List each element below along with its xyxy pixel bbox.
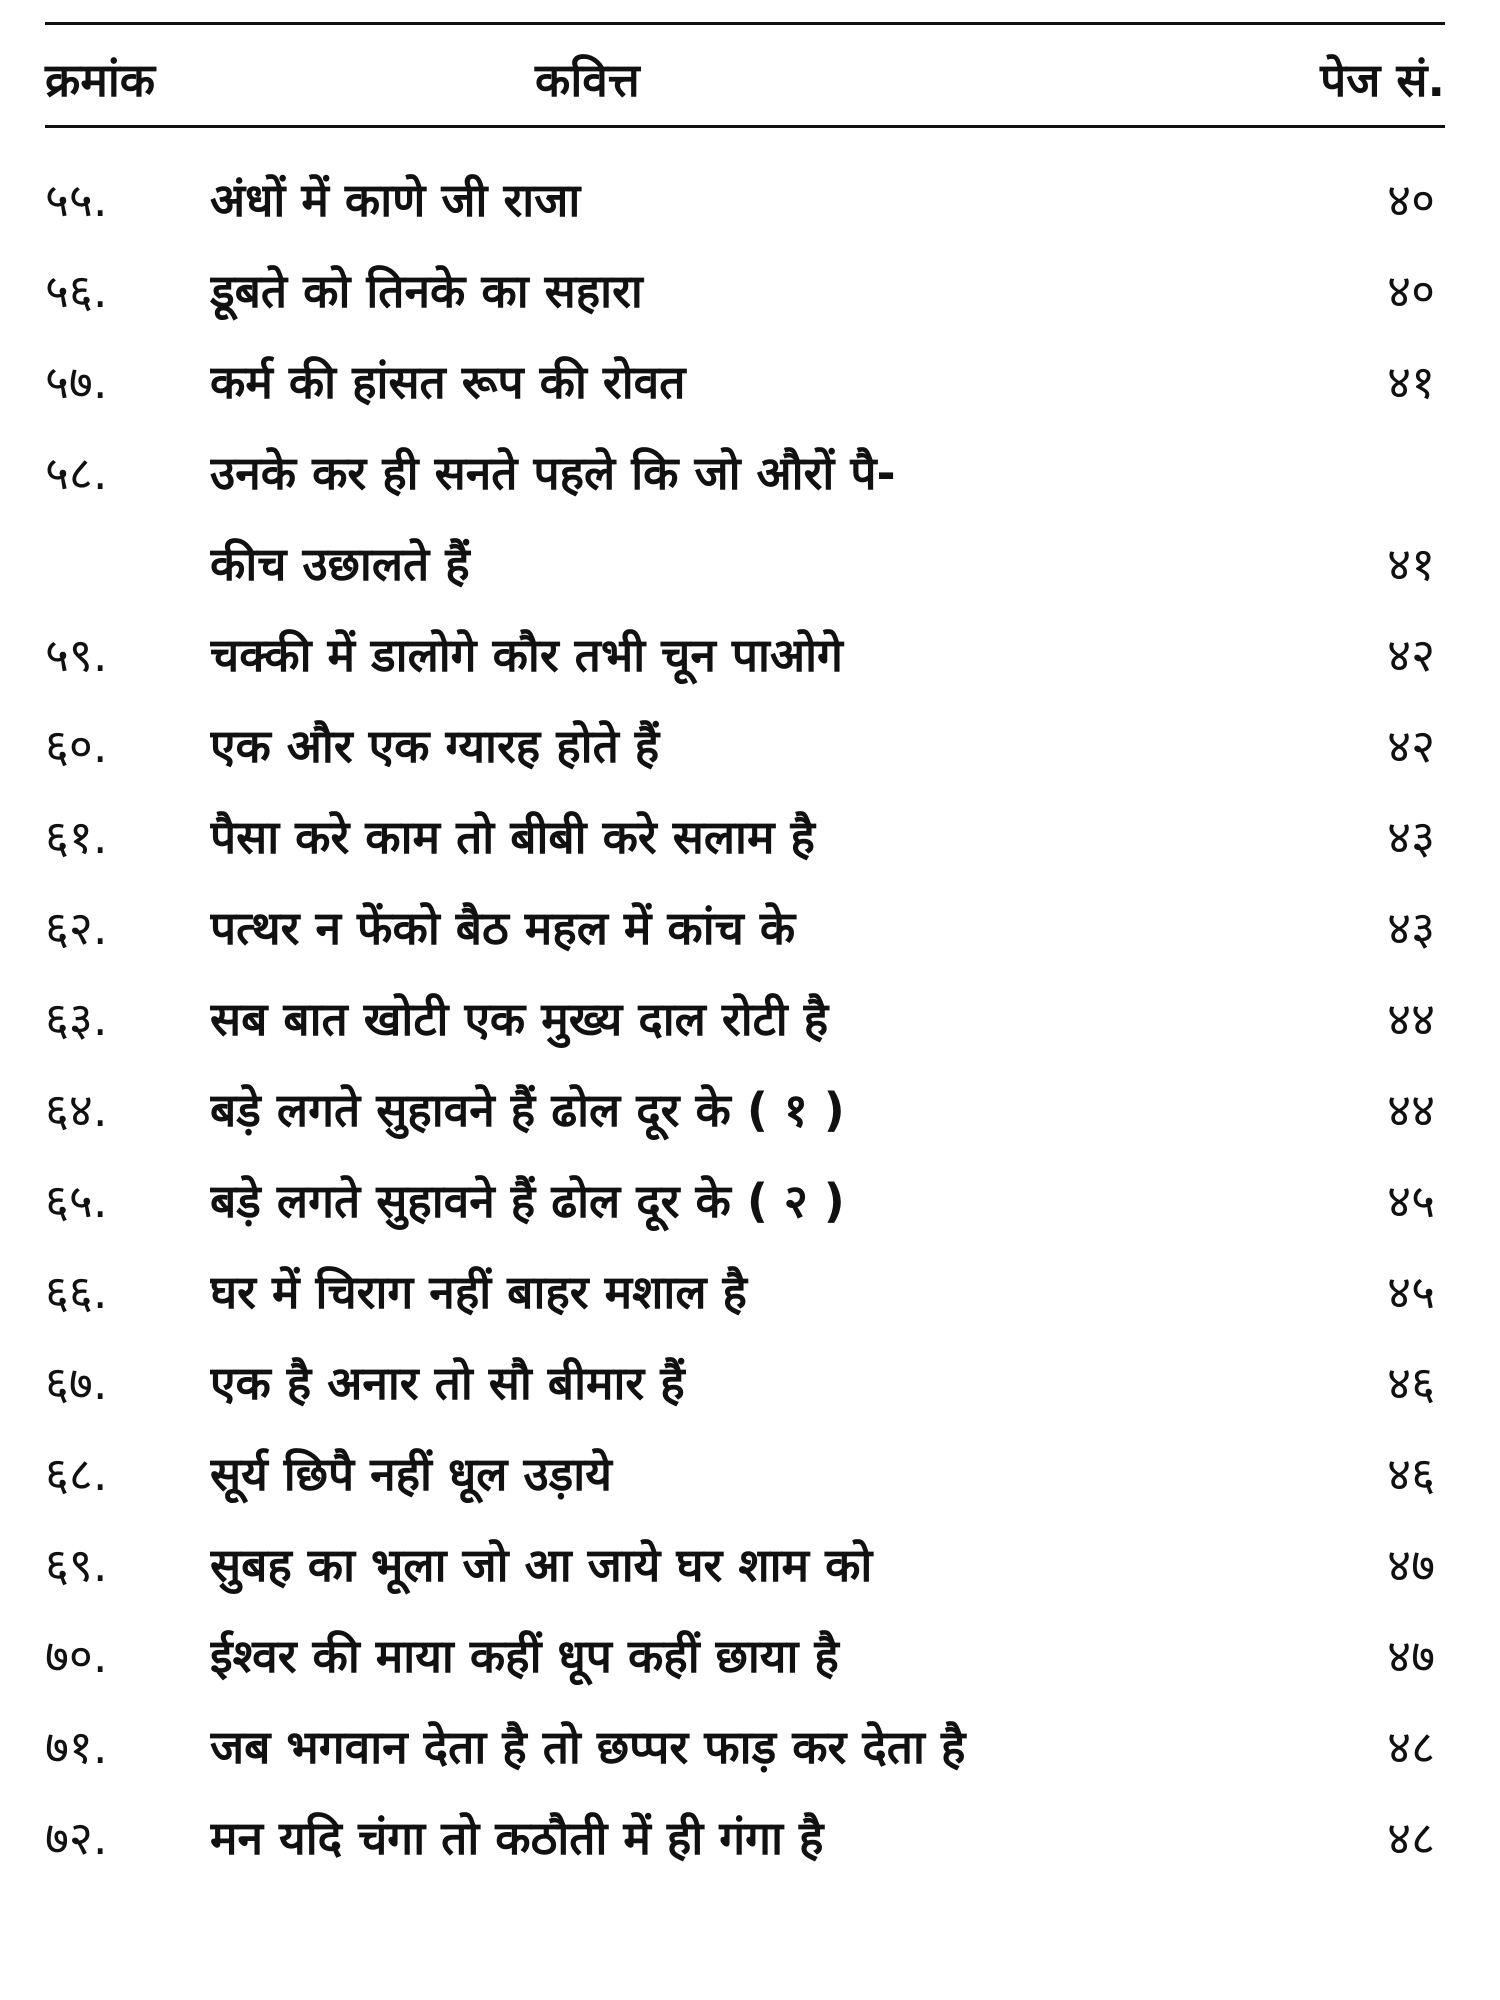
- entry-page-number: ४६: [1387, 1447, 1435, 1501]
- entry-page-number: ४४: [1387, 1083, 1435, 1137]
- entry-page-number: ४१: [1387, 355, 1435, 409]
- entry-number: ७०.: [45, 1629, 108, 1683]
- entry-number: ६८.: [45, 1447, 108, 1501]
- toc-entry: [45, 337, 1445, 428]
- entry-page-number: ४२: [1387, 719, 1435, 773]
- header-rule: [45, 125, 1445, 128]
- toc-entry: [45, 1520, 1445, 1611]
- entry-title: पैसा करे काम तो बीबी करे सलाम है: [210, 810, 815, 864]
- toc-entry: [45, 974, 1445, 1065]
- entry-number: ७२.: [45, 1811, 108, 1865]
- entry-page-number: ४०: [1387, 264, 1435, 318]
- entry-number: ६१.: [45, 810, 108, 864]
- entry-page-number: ४५: [1387, 1265, 1435, 1319]
- top-rule: [45, 22, 1445, 25]
- entry-page-number: ४८: [1387, 1720, 1435, 1774]
- entry-title: बड़े लगते सुहावने हैं ढोल दूर के ( २ ): [210, 1174, 845, 1228]
- toc-entry: [45, 1065, 1445, 1156]
- toc-entry: [45, 1611, 1445, 1702]
- entry-page-number: ४०: [1387, 173, 1435, 227]
- entry-page-number: ४६: [1387, 1356, 1435, 1410]
- entry-number: ६३.: [45, 992, 108, 1046]
- toc-entry: [45, 792, 1445, 883]
- toc-entry: [45, 883, 1445, 974]
- entry-title: कर्म की हांसत रूप की रोवत: [210, 355, 686, 409]
- toc-entry: [45, 610, 1445, 701]
- entry-number: ६७.: [45, 1356, 108, 1410]
- entry-title: कीच उछालते हैं: [210, 537, 470, 591]
- entry-number: ७१.: [45, 1720, 108, 1774]
- entry-number: ५६.: [45, 264, 108, 318]
- entry-number: ५९.: [45, 628, 108, 682]
- toc-entry: [45, 428, 1445, 519]
- entry-title: ईश्वर की माया कहीं धूप कहीं छाया है: [210, 1629, 839, 1683]
- entry-title: उनके कर ही सनते पहले कि जो औरों पै-: [210, 446, 896, 500]
- page-column-header: पेज सं.: [1320, 53, 1445, 107]
- entry-number: ५७.: [45, 355, 108, 409]
- entry-page-number: ४३: [1387, 810, 1435, 864]
- toc-entry: [45, 1247, 1445, 1338]
- title-column-header: कवित्त: [535, 53, 640, 107]
- toc-entry: [45, 1793, 1445, 1884]
- entry-number: ६५.: [45, 1174, 108, 1228]
- entry-page-number: ४१: [1387, 537, 1435, 591]
- serial-column-header: क्रमांक: [45, 53, 156, 107]
- entry-number: ६४.: [45, 1083, 108, 1137]
- entry-title: घर में चिराग नहीं बाहर मशाल है: [210, 1265, 747, 1319]
- entry-title: अंधों में काणे जी राजा: [210, 173, 581, 227]
- entry-page-number: ४८: [1387, 1811, 1435, 1865]
- toc-entry: [45, 519, 1445, 610]
- entry-page-number: ४३: [1387, 901, 1435, 955]
- toc-header: [45, 45, 1445, 115]
- entry-page-number: ४७: [1387, 1629, 1435, 1683]
- toc-entry: [45, 1156, 1445, 1247]
- toc-list: [45, 155, 1445, 1884]
- entry-number: ६९.: [45, 1538, 108, 1592]
- toc-entry: [45, 701, 1445, 792]
- entry-title: पत्थर न फेंको बैठ महल में कांच के: [210, 901, 796, 955]
- entry-number: ५८.: [45, 446, 108, 500]
- entry-title: एक और एक ग्यारह होते हैं: [210, 719, 660, 773]
- entry-page-number: ४५: [1387, 1174, 1435, 1228]
- toc-entry: [45, 155, 1445, 246]
- toc-entry: [45, 1429, 1445, 1520]
- entry-title: डूबते को तिनके का सहारा: [210, 264, 643, 318]
- entry-page-number: ४७: [1387, 1538, 1435, 1592]
- entry-number: ५५.: [45, 173, 108, 227]
- toc-entry: [45, 1338, 1445, 1429]
- entry-page-number: ४४: [1387, 992, 1435, 1046]
- toc-entry: [45, 1702, 1445, 1793]
- entry-title: सुबह का भूला जो आ जाये घर शाम को: [210, 1538, 873, 1592]
- entry-number: ६६.: [45, 1265, 108, 1319]
- entry-title: सब बात खोटी एक मुख्य दाल रोटी है: [210, 992, 829, 1046]
- entry-title: बड़े लगते सुहावने हैं ढोल दूर के ( १ ): [210, 1083, 845, 1137]
- entry-title: जब भगवान देता है तो छप्पर फाड़ कर देता है: [210, 1720, 966, 1774]
- entry-title: चक्की में डालोगे कौर तभी चून पाओगे: [210, 628, 843, 682]
- entry-page-number: ४२: [1387, 628, 1435, 682]
- entry-title: एक है अनार तो सौ बीमार हैं: [210, 1356, 685, 1410]
- entry-number: ६२.: [45, 901, 108, 955]
- entry-title: मन यदि चंगा तो कठौती में ही गंगा है: [210, 1811, 824, 1865]
- toc-entry: [45, 246, 1445, 337]
- entry-number: ६०.: [45, 719, 108, 773]
- entry-title: सूर्य छिपै नहीं धूल उड़ाये: [210, 1447, 612, 1501]
